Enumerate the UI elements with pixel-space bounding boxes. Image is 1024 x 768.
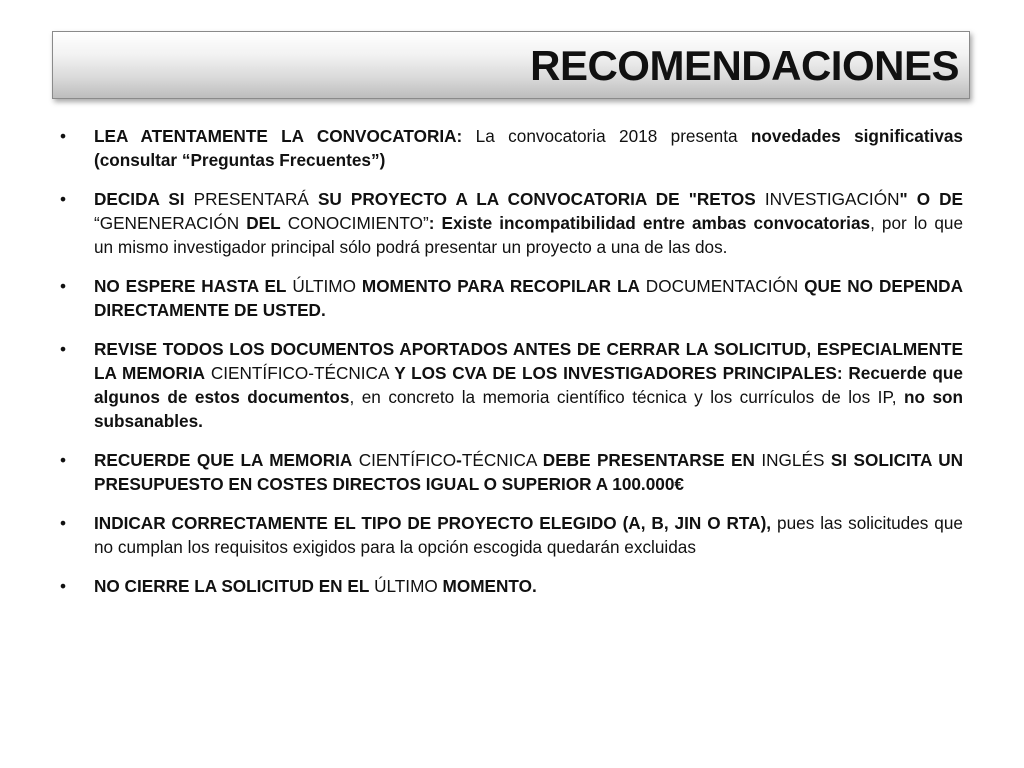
- bold-text-run: LEA ATENTAMENTE LA CONVOCATORIA:: [94, 126, 463, 146]
- text-run: ÚLTIMO: [369, 576, 443, 596]
- bold-text-run: Y LOS CVA DE LOS INVESTIGADORES PRINCIPALES: Recuerde que algunos de estos documentos: [94, 363, 963, 407]
- recommendation-text: [94, 513, 963, 557]
- text-run: CIENTÍFICO-TÉCNICA: [205, 363, 395, 383]
- recommendation-item: [60, 274, 963, 322]
- recommendation-text: [94, 450, 963, 494]
- recommendation-item: [60, 124, 963, 172]
- text-run: INVESTIGACIÓN: [755, 189, 900, 209]
- bullet-marker: •: [60, 276, 67, 296]
- bold-text-run: SI SOLICITA UN PRESUPUESTO EN COSTES DIRECTOS IGUAL O SUPERIOR A 100.000€: [94, 450, 964, 494]
- bold-text-run: QUE NO DEPENDA DIRECTAMENTE DE USTED.: [94, 276, 963, 320]
- text-run: DOCUMENTACIÓN: [639, 276, 805, 296]
- bold-text-run: DEL: [246, 213, 281, 233]
- bullet-marker: •: [60, 126, 67, 146]
- bold-text-run: no son subsanables.: [94, 387, 964, 431]
- text-run: INGLÉS: [754, 450, 831, 470]
- recommendation-item: [60, 337, 963, 433]
- bold-text-run: novedades significativas (consultar “Preguntas Frecuentes”): [94, 126, 963, 170]
- recommendation-item: [60, 574, 963, 598]
- bold-text-run: NO ESPERE HASTA EL: [94, 276, 287, 296]
- bold-text-run: REVISE TODOS LOS DOCUMENTOS APORTADOS ANTES DE CERRAR LA SOLICITUD, ESPECIALMENTE LA MEMORIA: [94, 339, 963, 383]
- text-run: La convocatoria 2018 presenta: [462, 126, 751, 146]
- bullet-marker: •: [60, 189, 67, 209]
- text-run: CIENTÍFICO: [352, 450, 457, 470]
- text-run: PRESENTARÁ: [184, 189, 318, 209]
- bullet-marker: •: [60, 339, 67, 359]
- text-run: , por lo que un mismo investigador principal sólo podrá presentar un proyecto a una de las dos.: [94, 213, 963, 257]
- bold-text-run: MOMENTO PARA RECOPILAR LA: [361, 276, 640, 296]
- text-run: ÚLTIMO: [286, 276, 362, 296]
- bold-text-run: -: [456, 450, 462, 470]
- bold-text-run: DEBE PRESENTARSE EN: [542, 450, 755, 470]
- recommendations-list: [60, 124, 963, 613]
- title-bar: [52, 31, 970, 99]
- text-run: TÉCNICA: [461, 450, 543, 470]
- recommendation-text: [94, 339, 963, 431]
- recommendation-item: [60, 187, 963, 259]
- bullet-marker: •: [60, 576, 67, 596]
- bold-text-run: : Existe incompatibilidad entre ambas convocatorias: [428, 213, 871, 233]
- recommendation-text: [94, 576, 537, 596]
- page-title: RECOMENDACIONES: [530, 42, 959, 89]
- bold-text-run: INDICAR CORRECTAMENTE EL TIPO DE PROYECTO ELEGIDO (A, B, JIN O RTA),: [94, 513, 772, 533]
- text-run: “GENENERACIÓN: [94, 213, 247, 233]
- recommendation-item: [60, 511, 963, 559]
- bold-text-run: DECIDA SI: [94, 189, 185, 209]
- bold-text-run: SU PROYECTO A LA CONVOCATORIA DE "RETOS: [317, 189, 756, 209]
- bold-text-run: MOMENTO.: [442, 576, 537, 596]
- text-run: pues las solicitudes que no cumplan los requisitos exigidos para la opción escogida quedarán excluidas: [94, 513, 963, 557]
- recommendation-text: [94, 276, 963, 320]
- bold-text-run: RECUERDE QUE LA MEMORIA: [94, 450, 353, 470]
- bullet-marker: •: [60, 450, 67, 470]
- bold-text-run: " O DE: [899, 189, 964, 209]
- bold-text-run: NO CIERRE LA SOLICITUD EN EL: [94, 576, 370, 596]
- text-run: , en concreto la memoria científico técnica y los currículos de los IP,: [349, 387, 904, 407]
- recommendation-item: [60, 448, 963, 496]
- bullet-marker: •: [60, 513, 67, 533]
- recommendation-text: [94, 189, 963, 257]
- recommendation-text: [94, 126, 963, 170]
- text-run: CONOCIMIENTO”: [280, 213, 429, 233]
